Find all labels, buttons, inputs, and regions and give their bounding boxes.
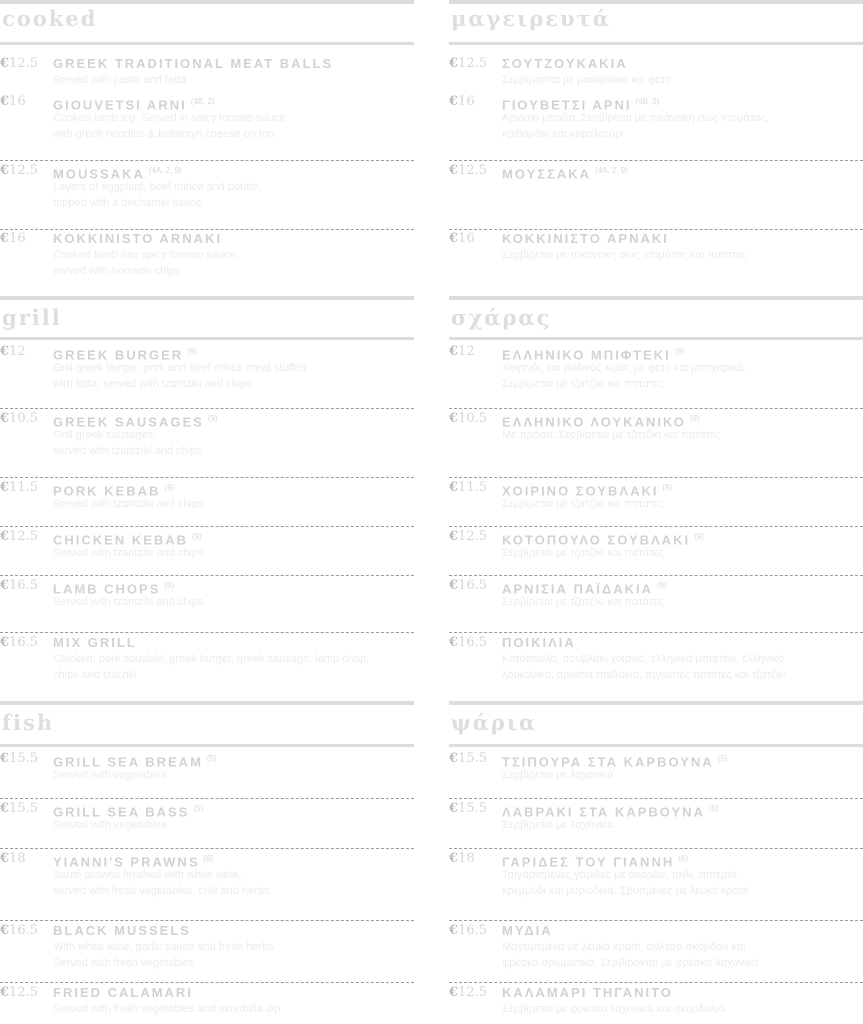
euro-symbol: € [449, 751, 459, 766]
price-value: 10.5 [458, 411, 487, 426]
item-description [53, 594, 203, 610]
description-line: Served with pasta and fetta [53, 74, 187, 86]
item-description [53, 545, 203, 561]
item-description [53, 817, 167, 833]
section-rule-top [449, 0, 863, 4]
description-line: Cooked lamb into spicy tomato sauce, [53, 249, 239, 261]
item-name-text: KOKKINISTO ARNAKI [53, 231, 223, 246]
allergen-codes: (9) [656, 581, 667, 590]
dashed-divider [0, 575, 414, 576]
allergen-codes: (4B, 2) [635, 97, 660, 106]
item-name-text: GIOUVETSI ARNI [53, 97, 187, 113]
item-description [53, 651, 369, 683]
description-line: φρέσκα αρωματικά. Σερβίρονται με φρέσκα λαχανικά [502, 957, 759, 969]
description-line: Served with vegetables [53, 769, 167, 781]
section-rule-bottom [449, 42, 863, 45]
item-name-text: GRILL SEA BASS [53, 804, 190, 820]
item-price [449, 529, 487, 545]
item-price [0, 231, 26, 247]
price-value: 15.5 [9, 801, 38, 816]
section-title: grill [2, 305, 62, 330]
item-price [449, 851, 475, 867]
price-value: 12.5 [458, 985, 487, 1000]
dashed-divider [0, 920, 414, 921]
item-name [53, 56, 333, 72]
description-line: Grill greek sausages, [53, 429, 157, 441]
price-value: 15.5 [458, 801, 487, 816]
item-name-text: MOUSSAKA [53, 166, 145, 182]
item-price [0, 801, 38, 817]
item-name [502, 231, 669, 247]
section-rule-bottom [449, 337, 863, 340]
price-value: 16.5 [458, 635, 487, 650]
euro-symbol: € [449, 163, 459, 178]
item-price [0, 635, 38, 651]
item-price [449, 344, 475, 360]
section-rule-top [0, 296, 414, 300]
item-price [0, 923, 38, 939]
price-value: 16.5 [458, 923, 487, 938]
item-name-text: ΜΟΥΣΣΑΚΑ [502, 166, 592, 182]
section-rule-top [0, 701, 414, 705]
item-name-text: BLACK MUSSELS [53, 923, 191, 938]
description-line: κριθαράκι και κεφαλοτύρι [502, 128, 624, 140]
euro-symbol: € [449, 529, 459, 544]
description-line: Σερβίρονται με μακαρόνια και φέτα [502, 74, 671, 86]
dashed-divider [449, 920, 863, 921]
item-name-text: MIX GRILL [53, 635, 137, 650]
price-value: 16.5 [9, 923, 38, 938]
section-rule-bottom [0, 744, 414, 747]
description-line: Κοτόπουλο, σουβλάκι χοιρινό, ελληνικό μπιφτέκι, ελληνικό [502, 653, 784, 665]
item-name-text: FRIED CALAMARI [53, 985, 193, 1000]
item-name-text: CHICKEN KEBAB [53, 532, 189, 548]
item-price [0, 578, 38, 594]
item-description [502, 247, 746, 263]
item-description [502, 545, 664, 561]
allergen-codes: (9) [689, 414, 700, 423]
description-line: Τσιγαρισμένες γαρίδες με σκόρδο, τσίλι, πιπεριά, [502, 869, 740, 881]
price-value: 12.5 [9, 985, 38, 1000]
allergen-codes: (9) [207, 414, 218, 423]
euro-symbol: € [0, 529, 10, 544]
item-name [53, 923, 191, 939]
euro-symbol: € [449, 801, 459, 816]
section-title: fish [2, 710, 55, 735]
item-description [53, 767, 167, 783]
item-name-text: ΓΑΡΙΔΕΣ ΤΟΥ ΓΙΑΝΝΗ [502, 854, 675, 870]
description-line: topped with a bechamel sauce [53, 197, 202, 209]
description-line: Σερβίρεται με λαχανικά [502, 769, 614, 781]
item-name [53, 635, 137, 651]
item-name-text: ΜΥΔΙΑ [502, 923, 553, 938]
price-value: 15.5 [458, 751, 487, 766]
section-title: ψάρια [451, 710, 538, 735]
description-line: Served with fresh vegetables and skordalia dip [53, 1003, 281, 1015]
description-line: Served with fresh vegetables [53, 957, 195, 969]
item-price [449, 231, 475, 247]
price-value: 16 [9, 231, 26, 246]
price-value: 16.5 [458, 578, 487, 593]
description-line: Layers of eggplant, beef mince and potato, [53, 181, 262, 193]
price-value: 11.5 [458, 480, 487, 495]
item-name-text: ΠΟΙΚΙΛΙΑ [502, 635, 576, 650]
price-value: 12.5 [458, 529, 487, 544]
item-name-text: GRILL SEA BREAM [53, 754, 203, 770]
item-price [449, 985, 487, 1001]
description-line: served with tzantziki and chips [53, 445, 202, 457]
item-description [53, 179, 262, 211]
euro-symbol: € [449, 851, 459, 866]
item-description [53, 110, 285, 142]
euro-symbol: € [0, 94, 10, 109]
item-price [449, 635, 487, 651]
euro-symbol: € [0, 163, 10, 178]
item-price [449, 480, 487, 496]
dashed-divider [0, 632, 414, 633]
euro-symbol: € [449, 94, 459, 109]
item-description [502, 867, 748, 899]
allergen-codes: (5) [193, 804, 204, 813]
dashed-divider [449, 477, 863, 478]
description-line: Σερβίρεται με τζατζίκι και πατάτες [502, 378, 664, 390]
item-name-text: PORK KEBAB [53, 483, 161, 499]
item-name-text: GREEK SAUSAGES [53, 414, 204, 430]
item-price [0, 56, 38, 72]
price-value: 10.5 [9, 411, 38, 426]
allergen-codes: (9) [164, 483, 175, 492]
item-description [53, 72, 186, 88]
dashed-divider [449, 408, 863, 409]
description-line: Grill greek burger, pork and beef mince meat stuffed [53, 362, 307, 374]
item-name-text: LAMB CHOPS [53, 581, 161, 597]
item-description [53, 939, 277, 971]
description-line: Με πράσο. Σερβίρεται με τζατζίκι και πατάτες [502, 429, 720, 441]
price-value: 16 [458, 94, 475, 109]
item-description [502, 817, 613, 833]
euro-symbol: € [0, 801, 10, 816]
section-rule-top [449, 296, 863, 300]
dashed-divider [449, 575, 863, 576]
price-value: 16 [9, 94, 26, 109]
allergen-codes: (4B, 2) [190, 97, 215, 106]
description-line: κρεμμύδι και μυρωδικά. Σβυσμένες με λευκό κρασί [502, 885, 749, 897]
item-price [0, 751, 38, 767]
item-name-text: ΑΡΝΙΣΙΑ ΠΑΪΔΑΚΙΑ [502, 581, 653, 597]
section-title: cooked [2, 6, 98, 31]
section-rule-top [449, 701, 863, 705]
item-price [449, 163, 487, 179]
item-description [502, 939, 758, 971]
dashed-divider [449, 160, 863, 161]
allergen-codes: (5) [708, 804, 719, 813]
description-line: served with fresh vegetables, chili and herbs [53, 885, 270, 897]
item-name [53, 231, 222, 247]
item-name-text: ΚΟΤΟΠΟΥΛΟ ΣΟΥΒΛΑΚΙ [502, 532, 691, 548]
euro-symbol: € [449, 344, 459, 359]
price-value: 18 [9, 851, 26, 866]
euro-symbol: € [449, 56, 459, 71]
item-description [53, 360, 307, 392]
item-description [53, 247, 239, 279]
description-line: Μαγειρεμένα με λευκό κρασί, σάλτσα σκόρδου και [502, 941, 746, 953]
dashed-divider [449, 982, 863, 983]
dashed-divider [0, 477, 414, 478]
allergen-codes: (9) [187, 347, 197, 356]
dashed-divider [0, 848, 414, 849]
euro-symbol: € [449, 411, 459, 426]
item-name-text: ΕΛΛΗΝΙΚΟ ΜΠΙΦΤΕΚΙ [502, 347, 671, 363]
price-value: 12 [9, 344, 26, 359]
item-price [449, 801, 487, 817]
allergen-codes: (9) [674, 347, 685, 356]
item-name [502, 923, 553, 939]
description-line: With white wine, garlic sauce and fresh herbs. [53, 941, 277, 953]
section-rule-bottom [449, 744, 863, 747]
item-name-text: ΧΟΙΡΙΝΟ ΣΟΥΒΛΑΚΙ [502, 483, 659, 499]
price-value: 12.5 [458, 56, 487, 71]
euro-symbol: € [449, 985, 459, 1000]
allergen-codes: (9) [694, 532, 704, 541]
description-line: with fetta, served with tzantziki and chips [53, 378, 252, 390]
allergen-codes: (6) [678, 854, 688, 863]
item-price [449, 923, 487, 939]
item-price [0, 480, 38, 496]
euro-symbol: € [0, 923, 10, 938]
item-name [502, 163, 628, 182]
euro-symbol: € [0, 751, 10, 766]
description-line: Χοιρινός και βοδινός κιμάς με φέτα και μπαχαρικά. [502, 362, 747, 374]
item-price [0, 94, 26, 110]
price-value: 12.5 [9, 56, 38, 71]
item-name-text: ΤΣΙΠΟΥΡΑ ΣΤΑ ΚΑΡΒΟΥΝΑ [502, 754, 714, 770]
euro-symbol: € [0, 480, 10, 495]
description-line: Σερβίρεται με λαχανικά [502, 819, 614, 831]
dashed-divider [449, 632, 863, 633]
item-description [502, 767, 613, 783]
description-line: λουκάνικο, αρνίσια παϊδάκια, τηγανιτές πατάτες και τζατζίκι [502, 669, 787, 681]
item-description [502, 1001, 725, 1017]
item-price [0, 163, 38, 179]
description-line: with greek noodles & kefalotyri cheese on top [53, 128, 275, 140]
price-value: 12.5 [9, 529, 38, 544]
allergen-codes: (6) [203, 854, 214, 863]
euro-symbol: € [449, 578, 459, 593]
item-name [502, 635, 576, 651]
item-price [0, 985, 38, 1001]
dashed-divider [0, 982, 414, 983]
euro-symbol: € [0, 635, 10, 650]
item-price [449, 411, 487, 427]
euro-symbol: € [449, 480, 459, 495]
section-title: σχάρας [451, 305, 552, 330]
dashed-divider [449, 229, 863, 230]
dashed-divider [449, 526, 863, 527]
item-name-text: GREEK BURGER [53, 347, 184, 363]
euro-symbol: € [449, 923, 459, 938]
description-line: Σερβίρεται με τζατζίκι και πατάτες [502, 596, 664, 608]
dashed-divider [0, 526, 414, 527]
item-name-text: ΚΑΛΑΜΑΡΙ ΤΗΓΑΝΙΤΟ [502, 985, 673, 1000]
description-line: Served with tzantziki and chips [53, 498, 204, 510]
item-price [0, 411, 38, 427]
item-name-text: YIANNI'S PRAWNS [53, 854, 200, 870]
price-value: 12.5 [9, 163, 38, 178]
section-rule-bottom [0, 42, 414, 45]
item-price [0, 529, 38, 545]
description-line: Sauté prawns finished with white wine, [53, 869, 242, 881]
allergen-codes: (5) [717, 754, 728, 763]
item-name-text: ΛΑΒΡΑΚΙ ΣΤΑ ΚΑΡΒΟΥΝΑ [502, 804, 705, 820]
description-line: Σερβίρεται με πικάντικη σως ντομάτας και πατάτες [502, 249, 747, 261]
section-title: μαγειρευτά [451, 6, 611, 31]
allergen-codes: (9) [662, 483, 673, 492]
item-description [502, 427, 720, 443]
item-price [0, 344, 26, 360]
euro-symbol: € [0, 344, 10, 359]
item-description [502, 651, 786, 683]
price-value: 16.5 [9, 635, 38, 650]
item-name [53, 985, 193, 1001]
description-line: Chicken, pork souvlaki, greek burger, greek sausage, lamp chop, [53, 653, 370, 665]
dashed-divider [0, 798, 414, 799]
description-line: Cooked lamb leg. Served in spicy tomato sauce [53, 112, 286, 124]
dashed-divider [0, 160, 414, 161]
allergen-codes: (4A, 2, 9) [148, 166, 182, 175]
item-description [502, 496, 664, 512]
item-description [502, 72, 671, 88]
euro-symbol: € [0, 985, 10, 1000]
item-name-text: ΓΙΟΥΒΕΤΣΙ ΑΡΝΙ [502, 97, 632, 113]
price-value: 18 [458, 851, 475, 866]
price-value: 16 [458, 231, 475, 246]
item-name [502, 985, 673, 1001]
item-price [449, 56, 487, 72]
section-rule-top [0, 0, 414, 4]
description-line: Σερβίρεται με τζατζίκι και πατάτες [502, 498, 664, 510]
price-value: 16.5 [9, 578, 38, 593]
item-description [53, 1001, 280, 1017]
allergen-codes: (9) [192, 532, 202, 541]
description-line: Served with vegetables [53, 819, 167, 831]
euro-symbol: € [0, 851, 10, 866]
euro-symbol: € [0, 578, 10, 593]
dashed-divider [0, 229, 414, 230]
item-price [449, 578, 487, 594]
item-description [53, 496, 203, 512]
item-name-text: ΚΟΚΚΙΝΙΣΤΟ ΑΡΝΑΚΙ [502, 231, 669, 246]
description-line: chips and tzatziki [53, 669, 137, 681]
item-name-text: ΣΟΥΤΖΟΥΚΑΚΙΑ [502, 56, 628, 71]
description-line: served with homade chips [53, 265, 181, 277]
item-price [449, 94, 475, 110]
item-description [502, 110, 769, 142]
dashed-divider [0, 408, 414, 409]
item-name [502, 56, 628, 72]
item-name-text: GREEK TRADITIONAL MEAT BALLS [53, 56, 334, 71]
section-rule-bottom [0, 337, 414, 340]
price-value: 11.5 [9, 480, 38, 495]
euro-symbol: € [449, 231, 459, 246]
price-value: 15.5 [9, 751, 38, 766]
allergen-codes: (9) [164, 581, 175, 590]
dashed-divider [449, 798, 863, 799]
item-description [53, 867, 269, 899]
euro-symbol: € [449, 635, 459, 650]
item-price [0, 851, 26, 867]
item-name-text: ΕΛΛΗΝΙΚΟ ΛΟΥΚΑΝΙΚΟ [502, 414, 686, 430]
dashed-divider [449, 848, 863, 849]
item-description [502, 594, 664, 610]
description-line: Served with tzantziki and chips [53, 596, 204, 608]
item-price [449, 751, 487, 767]
item-description [502, 360, 746, 392]
item-description [53, 427, 202, 459]
allergen-codes: (4A, 2, 9) [595, 166, 628, 175]
description-line: Served with tzantziki and chips [53, 547, 204, 559]
description-line: Σερβίρεται με τζατζίκι και πατάτες [502, 547, 664, 559]
allergen-codes: (5) [206, 754, 217, 763]
euro-symbol: € [0, 231, 10, 246]
price-value: 12.5 [458, 163, 487, 178]
euro-symbol: € [0, 411, 10, 426]
description-line: Αρνίσιο μπούτι. Σερβίρεται με πικάντικη σως ντομάτας, [502, 112, 769, 124]
price-value: 12 [458, 344, 475, 359]
description-line: Σερβίρεται με φρέσκα λαχανικά και σκορδαλιά [502, 1003, 725, 1015]
euro-symbol: € [0, 56, 10, 71]
